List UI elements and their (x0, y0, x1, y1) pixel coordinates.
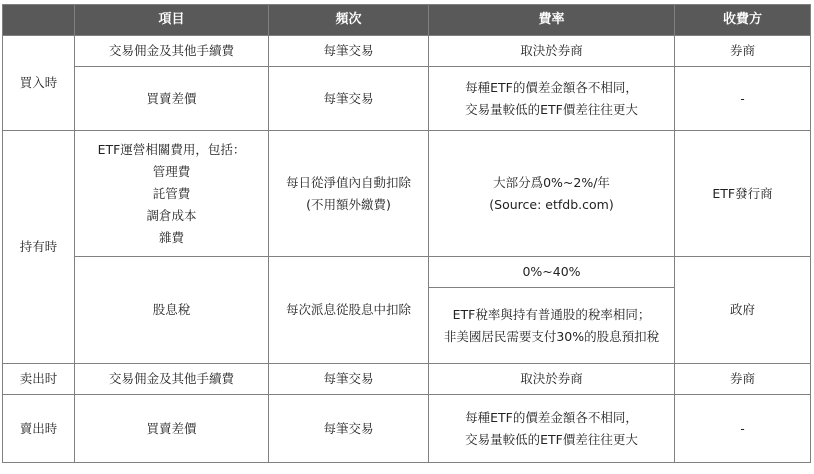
table-row (3, 257, 811, 288)
payee-cell: - (675, 67, 811, 131)
header-item: 項目 (75, 5, 269, 36)
rate-line: ETF稅率與持有普通股的稅率相同； (452, 306, 651, 322)
frequency-cell: 每筆交易 (269, 364, 429, 395)
fee-table-container (2, 4, 811, 463)
item-cell (75, 131, 269, 257)
header-frequency: 頻次 (269, 5, 429, 36)
item-line: 雜費 (158, 229, 184, 245)
table-row (3, 67, 811, 131)
etf-fee-table (2, 4, 811, 463)
frequency-cell: 每筆交易 (269, 395, 429, 463)
rate-cell: 取決於券商 (429, 364, 675, 395)
rate-cell (429, 67, 675, 131)
rate-cell: 0%~40% (429, 257, 675, 288)
frequency-line: (不用額外繳費) (306, 196, 391, 212)
payee-cell: 政府 (675, 257, 811, 364)
rate-line: 交易量較低的ETF價差往往更大 (465, 101, 638, 117)
item-line: 託管費 (152, 185, 191, 201)
payee-cell: - (675, 395, 811, 463)
header-rate: 費率 (429, 5, 675, 36)
payee-cell: 券商 (675, 364, 811, 395)
stage-sell: 卖出时 (3, 364, 75, 395)
header-stage (3, 5, 75, 36)
header-row (3, 5, 811, 36)
rate-line: 大部分爲0%~2%/年 (493, 174, 610, 190)
rate-line: (Source: etfdb.com) (489, 196, 614, 212)
table-row (3, 395, 811, 463)
rate-line: 交易量較低的ETF價差往往更大 (465, 431, 638, 447)
payee-cell: ETF發行商 (675, 131, 811, 257)
header-payee: 收費方 (675, 5, 811, 36)
stage-buy: 買入時 (3, 36, 75, 131)
table-row (3, 131, 811, 257)
item-line: ETF運營相關費用，包括： (97, 141, 246, 157)
table-row (3, 36, 811, 67)
stage-hold: 持有時 (3, 131, 75, 364)
rate-cell: 取決於券商 (429, 36, 675, 67)
rate-line: 非美國居民需要支付30%的股息預扣稅 (443, 328, 660, 344)
item-line: 管理費 (152, 163, 191, 179)
rate-line: 每種ETF的價差金額各不相同， (465, 409, 638, 425)
rate-cell (429, 288, 675, 364)
frequency-line: 每日從淨值內自動扣除 (285, 174, 411, 190)
table-row (3, 364, 811, 395)
stage-sell-spread: 賣出時 (3, 395, 75, 463)
item-cell: 買賣差價 (75, 395, 269, 463)
item-cell: 股息稅 (75, 257, 269, 364)
frequency-cell: 每次派息從股息中扣除 (269, 257, 429, 364)
item-cell: 買賣差價 (75, 67, 269, 131)
frequency-cell (269, 131, 429, 257)
item-cell: 交易佣金及其他手續費 (75, 36, 269, 67)
payee-cell: 券商 (675, 36, 811, 67)
rate-cell (429, 395, 675, 463)
frequency-cell: 每筆交易 (269, 36, 429, 67)
item-line: 調倉成本 (146, 207, 197, 223)
item-cell: 交易佣金及其他手續費 (75, 364, 269, 395)
frequency-cell: 每筆交易 (269, 67, 429, 131)
rate-cell (429, 131, 675, 257)
rate-line: 每種ETF的價差金額各不相同， (465, 79, 638, 95)
